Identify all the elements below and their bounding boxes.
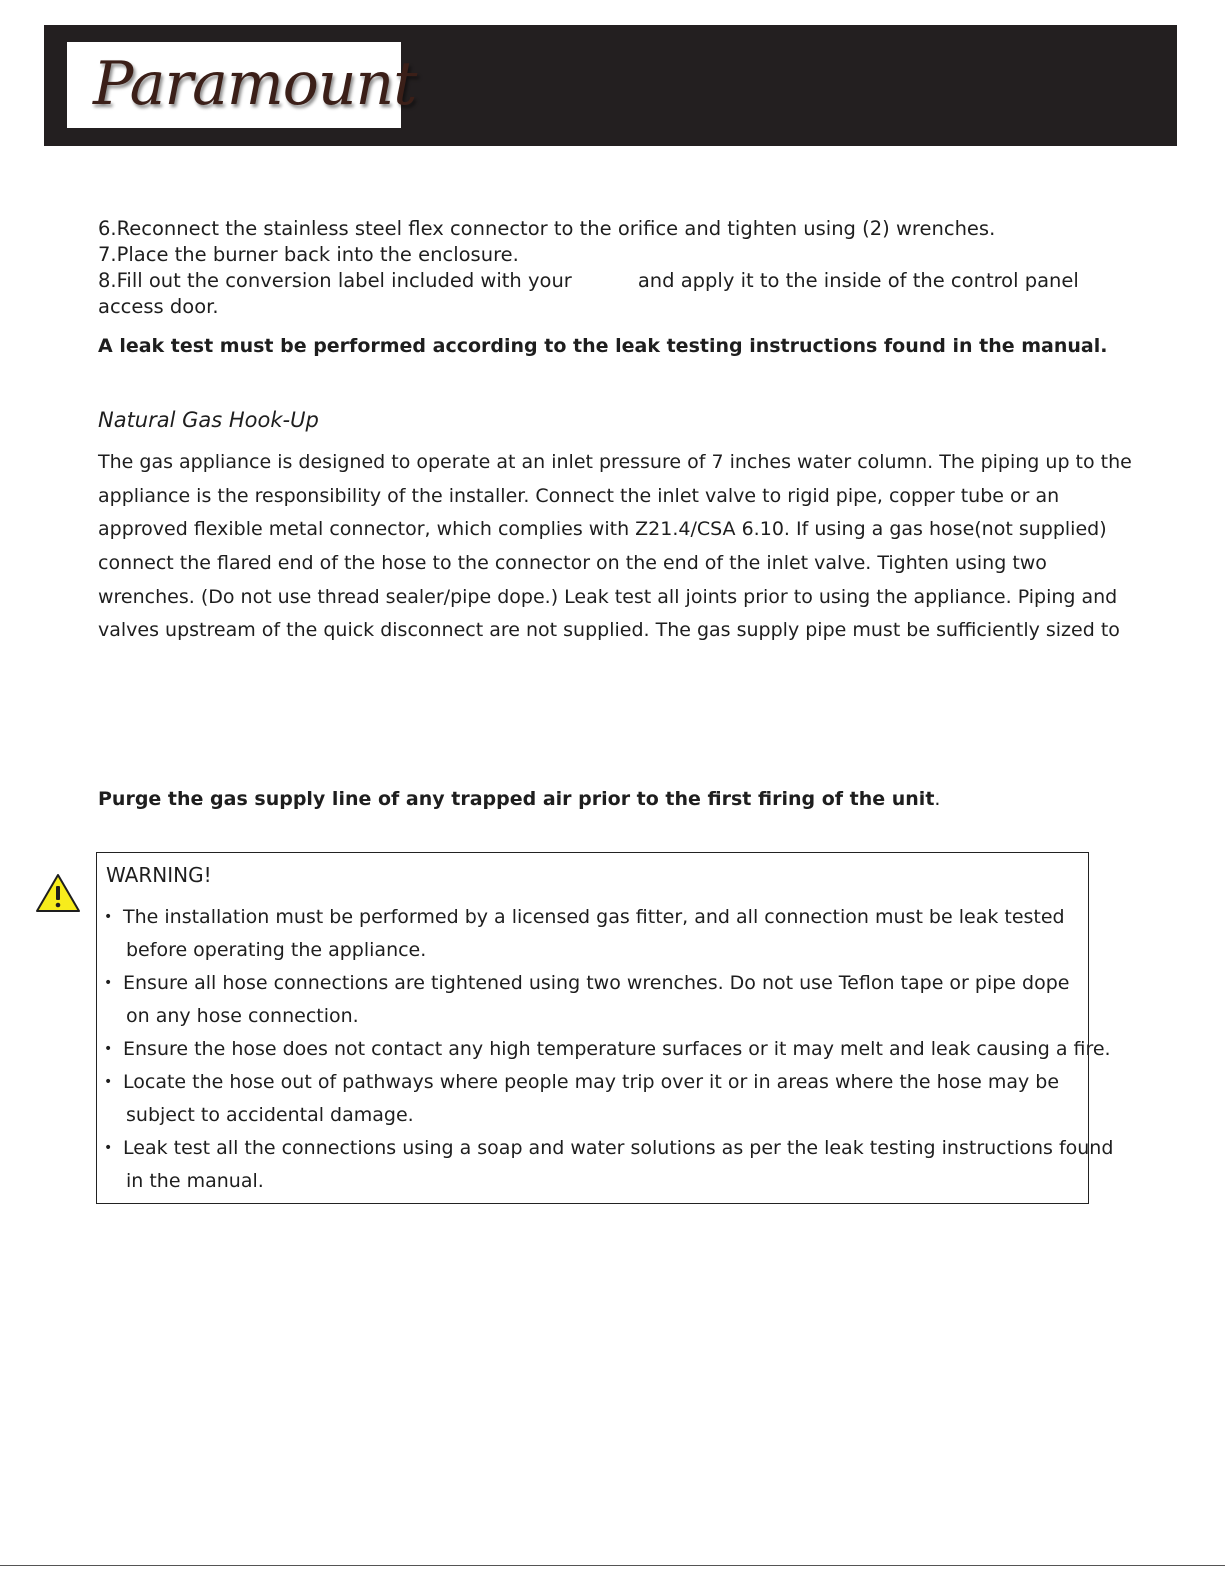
- section-paragraph: [98, 446, 1132, 648]
- bullet: •: [104, 1074, 113, 1090]
- warning-item-line: in the manual.: [126, 1170, 264, 1192]
- paragraph-line: connect the flared end of the hose to the connector on the end of the inlet valve. Tighten using two: [98, 552, 1047, 575]
- paragraph-line: valves upstream of the quick disconnect are not supplied. The gas supply pipe must be sufficiently sized to: [98, 619, 1120, 642]
- paragraph-line: approved flexible metal connector, which complies with Z21.4/CSA 6.10. If using a gas hose(not supplied): [98, 518, 1107, 541]
- warning-title: WARNING!: [106, 863, 212, 887]
- bottom-rule: [0, 1565, 1225, 1566]
- bullet: •: [104, 909, 113, 925]
- leak-test-note: A leak test must be performed according to the leak testing instructions found in the manual.: [98, 335, 1108, 357]
- warning-triangle-icon: [35, 873, 81, 913]
- warning-item: [97, 901, 1087, 967]
- warning-item-line: Leak test all the connections using a soap and water solutions as per the leak testing instructions found: [123, 1137, 1114, 1159]
- logo-text: Paramount: [93, 49, 417, 119]
- step-8-part1: 8.Fill out the conversion label included with your: [98, 269, 572, 292]
- warning-item: [97, 1066, 1087, 1132]
- paragraph-line: wrenches. (Do not use thread sealer/pipe dope.) Leak test all joints prior to using the appliance. Piping and: [98, 585, 1118, 608]
- header-banner: [44, 25, 1177, 146]
- warning-item-line: Ensure all hose connections are tightened using two wrenches. Do not use Teflon tape or pipe dope: [123, 972, 1070, 994]
- warning-item-line: Ensure the hose does not contact any high temperature surfaces or it may melt and leak causing a fire.: [123, 1038, 1111, 1060]
- bullet: •: [104, 1041, 113, 1057]
- purge-note-tail: .: [934, 788, 941, 810]
- purge-note-bold: Purge the gas supply line of any trapped air prior to the first firing of the unit: [98, 788, 935, 810]
- paragraph-line: appliance is the responsibility of the installer. Connect the inlet valve to rigid pipe, copper tube or an: [98, 484, 1060, 507]
- step-7: 7.Place the burner back into the enclosure.: [98, 243, 519, 266]
- warning-box: [96, 852, 1114, 1204]
- warning-item-line: subject to accidental damage.: [126, 1104, 414, 1126]
- warning-item-line: Locate the hose out of pathways where people may trip over it or in areas where the hose may be: [123, 1071, 1060, 1093]
- bullet: •: [104, 975, 113, 991]
- warning-list: [97, 901, 1114, 1198]
- warning-item: [97, 967, 1087, 1033]
- warning-item: [97, 1132, 1114, 1198]
- step-8: [98, 268, 1079, 294]
- warning-item-line: The installation must be performed by a licensed gas fitter, and all connection must be leak tested: [123, 906, 1065, 928]
- warning-item-line: on any hose connection.: [126, 1005, 359, 1027]
- paragraph-line: The gas appliance is designed to operate at an inlet pressure of 7 inches water column. The piping up to the: [98, 451, 1132, 473]
- logo: [67, 42, 417, 128]
- bullet: •: [104, 1140, 113, 1156]
- warning-item-line: before operating the appliance.: [126, 939, 427, 961]
- purge-note: [98, 786, 940, 812]
- step-8-part2: and apply it to the inside of the control panel: [637, 269, 1079, 292]
- step-8-continued: access door.: [98, 295, 219, 318]
- section-title: Natural Gas Hook-Up: [98, 408, 319, 432]
- warning-item: [97, 1033, 1111, 1066]
- step-6: 6.Reconnect the stainless steel flex connector to the orifice and tighten using (2) wrenches.: [98, 217, 996, 240]
